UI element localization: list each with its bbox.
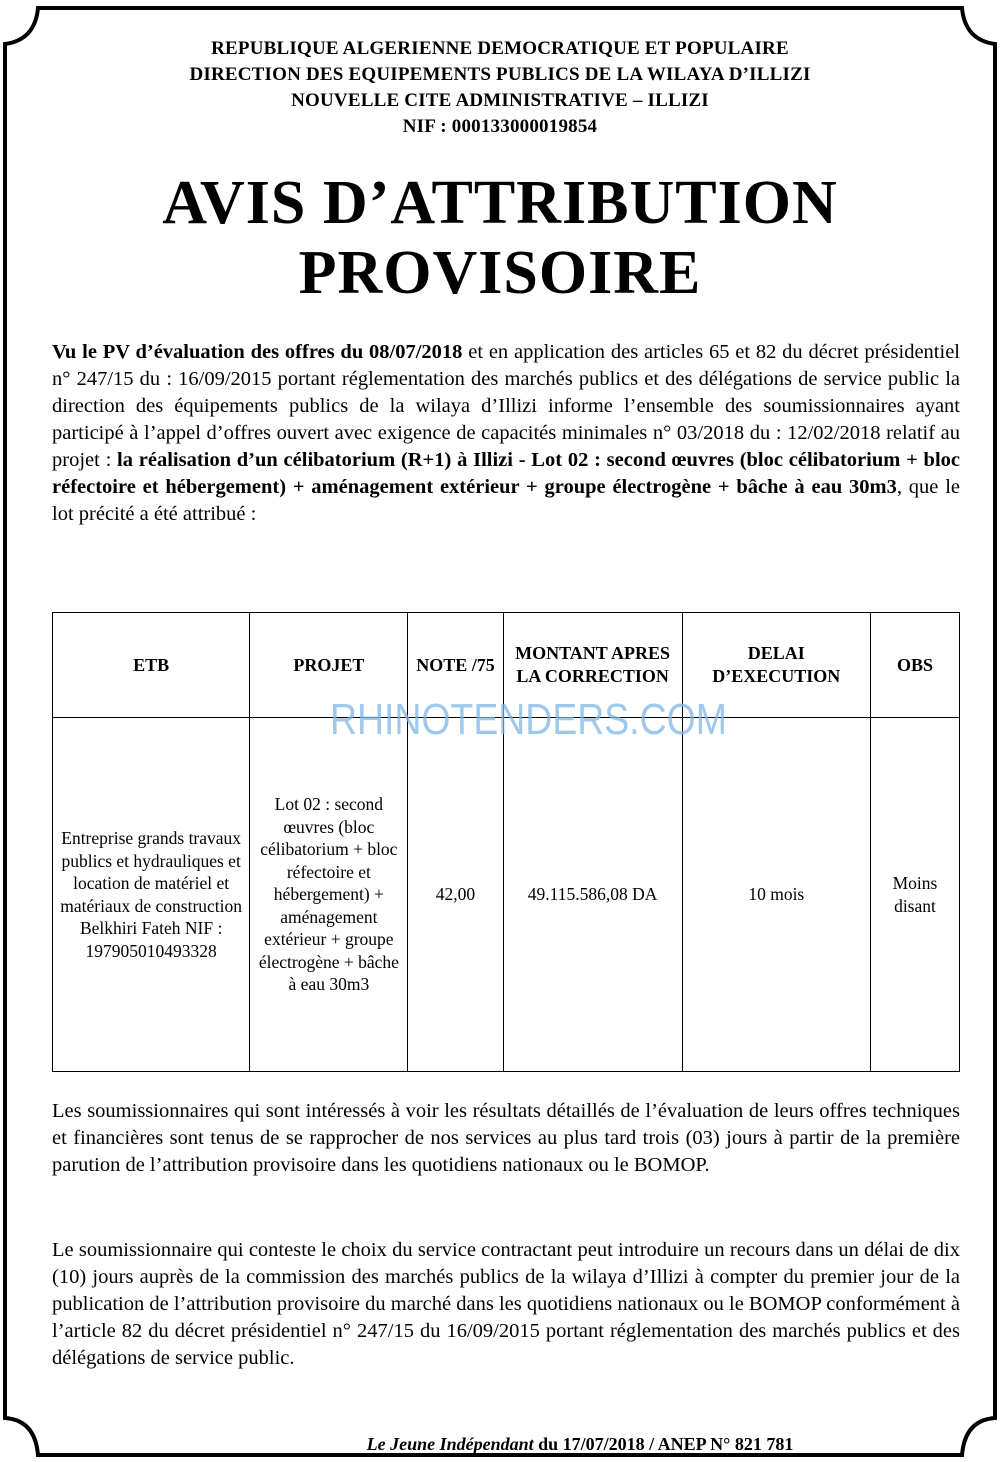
- site-watermark: RHINOTENDERS.COM: [330, 695, 727, 744]
- cell-projet: Lot 02 : second œuvres (bloc célibatorium + bloc réfectoire et hébergement) + aménagement extérieur + groupe électrogène + bâche à eau 30m3: [250, 718, 408, 1072]
- intro-bold-project: la réalisation d’un célibatorium (R+1) à Illizi - Lot 02 : second œuvres (bloc célibatorium + bloc réfectoire et hébergement) + aménagement extérieur + groupe électrogène + bâche à eau 30m3: [52, 449, 960, 498]
- cell-delai: 10 mois: [682, 718, 870, 1072]
- cell-note: 42,00: [408, 718, 503, 1072]
- col-header-etb: ETB: [53, 613, 250, 718]
- footer-newspaper: Le Jeune Indépendant: [366, 1434, 534, 1454]
- results-paragraph: Les soumissionnaires qui sont intéressés à voir les résultats détaillés de l’évaluation de leurs offres techniques et financières sont tenus de se rapprocher de nos services au plus tard trois (03) jours à partir de la première parution de l’attribution provisoire dans les quotidiens nationaux ou le BOMOP.: [52, 1100, 960, 1176]
- intro-text-2: , que le lot précité a été attribué :: [52, 476, 960, 525]
- col-header-obs: OBS: [870, 613, 959, 718]
- intro-bold-lead: Vu le PV d’évaluation des offres du 08/07/2018: [52, 341, 463, 363]
- notice-title: [40, 168, 960, 308]
- intro-paragraph: [52, 339, 960, 528]
- cell-etb: Entreprise grands travaux publics et hydrauliques et location de matériel et matériaux de construction Belkhiri Fateh NIF : 197905010493328: [53, 718, 250, 1072]
- col-header-montant: MONTANT APRES LA CORRECTION: [503, 613, 682, 718]
- publication-footer: [300, 1432, 860, 1456]
- award-table: [52, 612, 960, 1072]
- header-line-direction: DIRECTION DES EQUIPEMENTS PUBLICS DE LA WILAYA D’ILLIZI: [189, 64, 811, 85]
- title-line-1: AVIS D’ATTRIBUTION: [162, 169, 838, 237]
- cell-obs: Moins disant: [870, 718, 959, 1072]
- header-line-address: NOUVELLE CITE ADMINISTRATIVE – ILLIZI: [291, 90, 709, 111]
- footer-reference: du 17/07/2018 / ANEP N° 821 781: [533, 1434, 794, 1454]
- issuer-header: [60, 36, 940, 140]
- table-row: [53, 718, 960, 1072]
- col-header-note: NOTE /75: [408, 613, 503, 718]
- col-header-projet: PROJET: [250, 613, 408, 718]
- col-header-delai: DELAI D’EXECUTION: [682, 613, 870, 718]
- appeal-paragraph: Le soumissionnaire qui conteste le choix du service contractant peut introduire un recours dans un délai de dix (10) jours auprès de la commission des marchés publics de la wilaya d’Illizi à compter du premier jour de la publication de l’attribution provisoire du marché dans les quotidiens nationaux ou le BOMOP conformément à l’article 82 du décret présidentiel n° 247/15 du 16/09/2015 portant réglementation des marchés publics et des délégations de service public.: [52, 1239, 960, 1369]
- intro-text-1: et en application des articles 65 et 82 du décret présidentiel n° 247/15 du : 16/09/2015 portant réglementation des marchés publics et des délégations de service public la direction des équipements publics de la wilaya d’Illizi informe l’ensemble des soumissionnaires ayant participé à l’appel d’offres ouvert avec exigence de capacités minimales n° 03/2018 du : 12/02/2018 relatif au projet :: [52, 341, 960, 471]
- header-line-republic: REPUBLIQUE ALGERIENNE DEMOCRATIQUE ET POPULAIRE: [211, 38, 789, 59]
- cell-montant: 49.115.586,08 DA: [503, 718, 682, 1072]
- header-line-nif: NIF : 000133000019854: [402, 116, 598, 137]
- title-line-2: PROVISOIRE: [298, 239, 702, 307]
